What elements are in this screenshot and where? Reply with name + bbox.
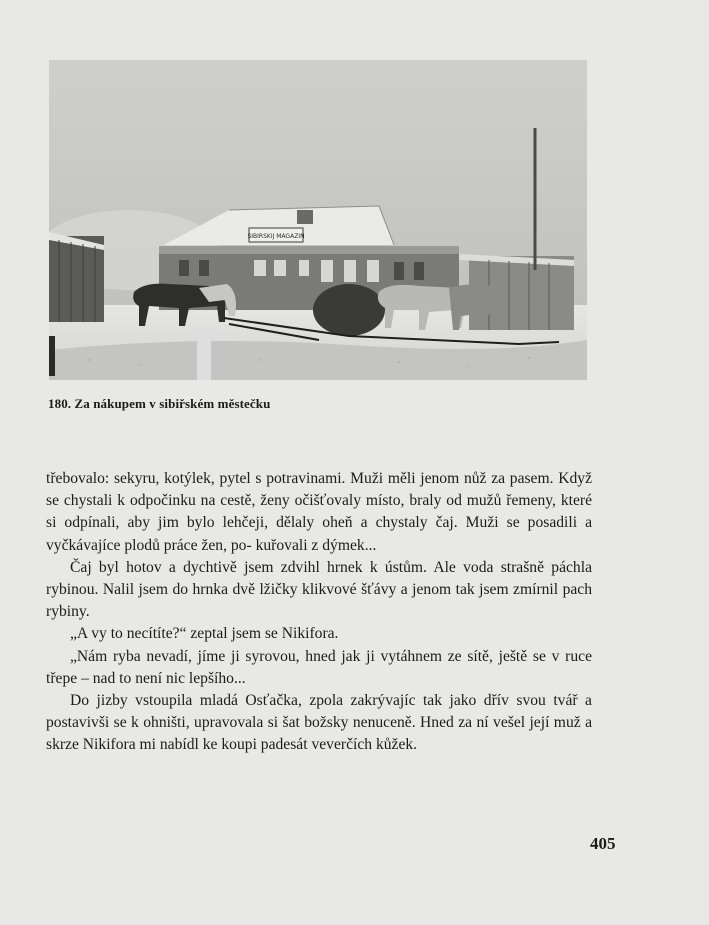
paragraph: [46, 646, 592, 690]
text-line: třebovalo: sekyru, kotýlek, pytel s potravinami. Muži měli jenom nůž: [46, 470, 487, 487]
text-line: oheň a chystaly čaj. Muži se posadili a vyčkávajíce plodů práce žen, po-: [46, 514, 592, 554]
text-line: kuřovali z dýmek...: [255, 536, 377, 554]
figure-caption: 180. Za nákupem v sibiřském městečku: [48, 396, 271, 411]
text-line: „Nám ryba nevadí, jíme ji syrovou, hned jak ji vytáhnem ze sítě,: [70, 647, 493, 665]
text-line: braly od mužů řemeny, které si odpínali, aby jim bylo lehčeji, dělaly: [46, 492, 592, 532]
photograph-image: [49, 60, 587, 380]
paragraph: [46, 468, 592, 557]
text-line: Čaj byl hotov a dychtivě jsem zdvihl hrnek k ústům. Ale voda strašně: [70, 558, 545, 576]
paragraph: [46, 623, 592, 645]
text-line: „A vy to necítíte?“ zeptal jsem se Nikifora.: [70, 625, 339, 643]
body-text: [46, 468, 592, 757]
photograph-siberian-town: [49, 60, 587, 380]
text-line: ještě se v ruce třepe – nad to není nic lepšího...: [46, 647, 592, 687]
text-line: tvář a postavivši se k ohništi, upravovala si šat božsky nenuceně. Hned: [46, 692, 592, 732]
shop-sign: SIBIRSKIJ MAGAZIN: [247, 233, 305, 240]
text-line: páchla rybinou. Nalil jsem do hrnka dvě lžičky klikvové šťávy a jenom: [46, 558, 592, 599]
text-line: za pasem. Když se chystali k odpočinku na cestě, ženy očišťovaly místo,: [46, 470, 592, 510]
paragraph: [46, 557, 592, 624]
page-number: 405: [590, 834, 616, 853]
text-line: za ní vešel její muž a skrze Nikifora mi nabídl ke koupi padesát veverčích kůžek.: [46, 714, 592, 754]
text-line: tak jsem zmírnil pach rybiny.: [46, 581, 593, 621]
text-line: Do jizby vstoupila mladá Osťačka, zpola zakrývajíc tak jako dřív svou: [70, 692, 546, 710]
paragraph: [46, 690, 592, 757]
